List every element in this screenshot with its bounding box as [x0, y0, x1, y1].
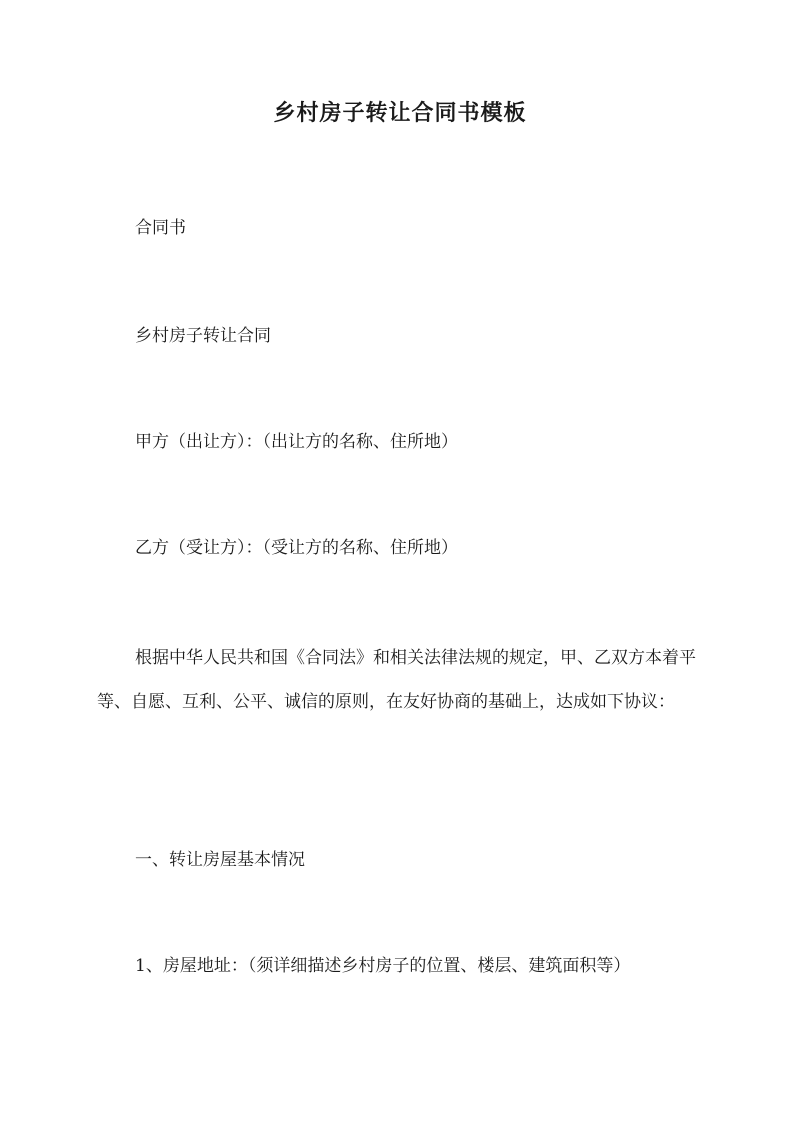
paragraph-property-address: 1、房屋地址：（须详细描述乡村房子的位置、楼层、建筑面积等）	[135, 956, 631, 976]
section-heading-property-info: 一、转让房屋基本情况	[135, 850, 305, 870]
paragraph-party-b: 乙方（受让方）：（受让方的名称、住所地）	[135, 538, 458, 558]
document-title: 乡村房子转让合同书模板	[273, 100, 527, 126]
paragraph-party-a: 甲方（出让方）：（出让方的名称、住所地）	[135, 432, 458, 452]
paragraph-contract-name: 乡村房子转让合同	[135, 326, 271, 346]
paragraph-preamble: 根据中华人民共和国《合同法》和相关法律法规的规定，甲、乙双方本着平等、自愿、互利、公平、诚信的原则，在友好协商的基础上，达成如下协议：	[97, 648, 696, 712]
paragraph-contract-heading: 合同书	[135, 218, 186, 238]
